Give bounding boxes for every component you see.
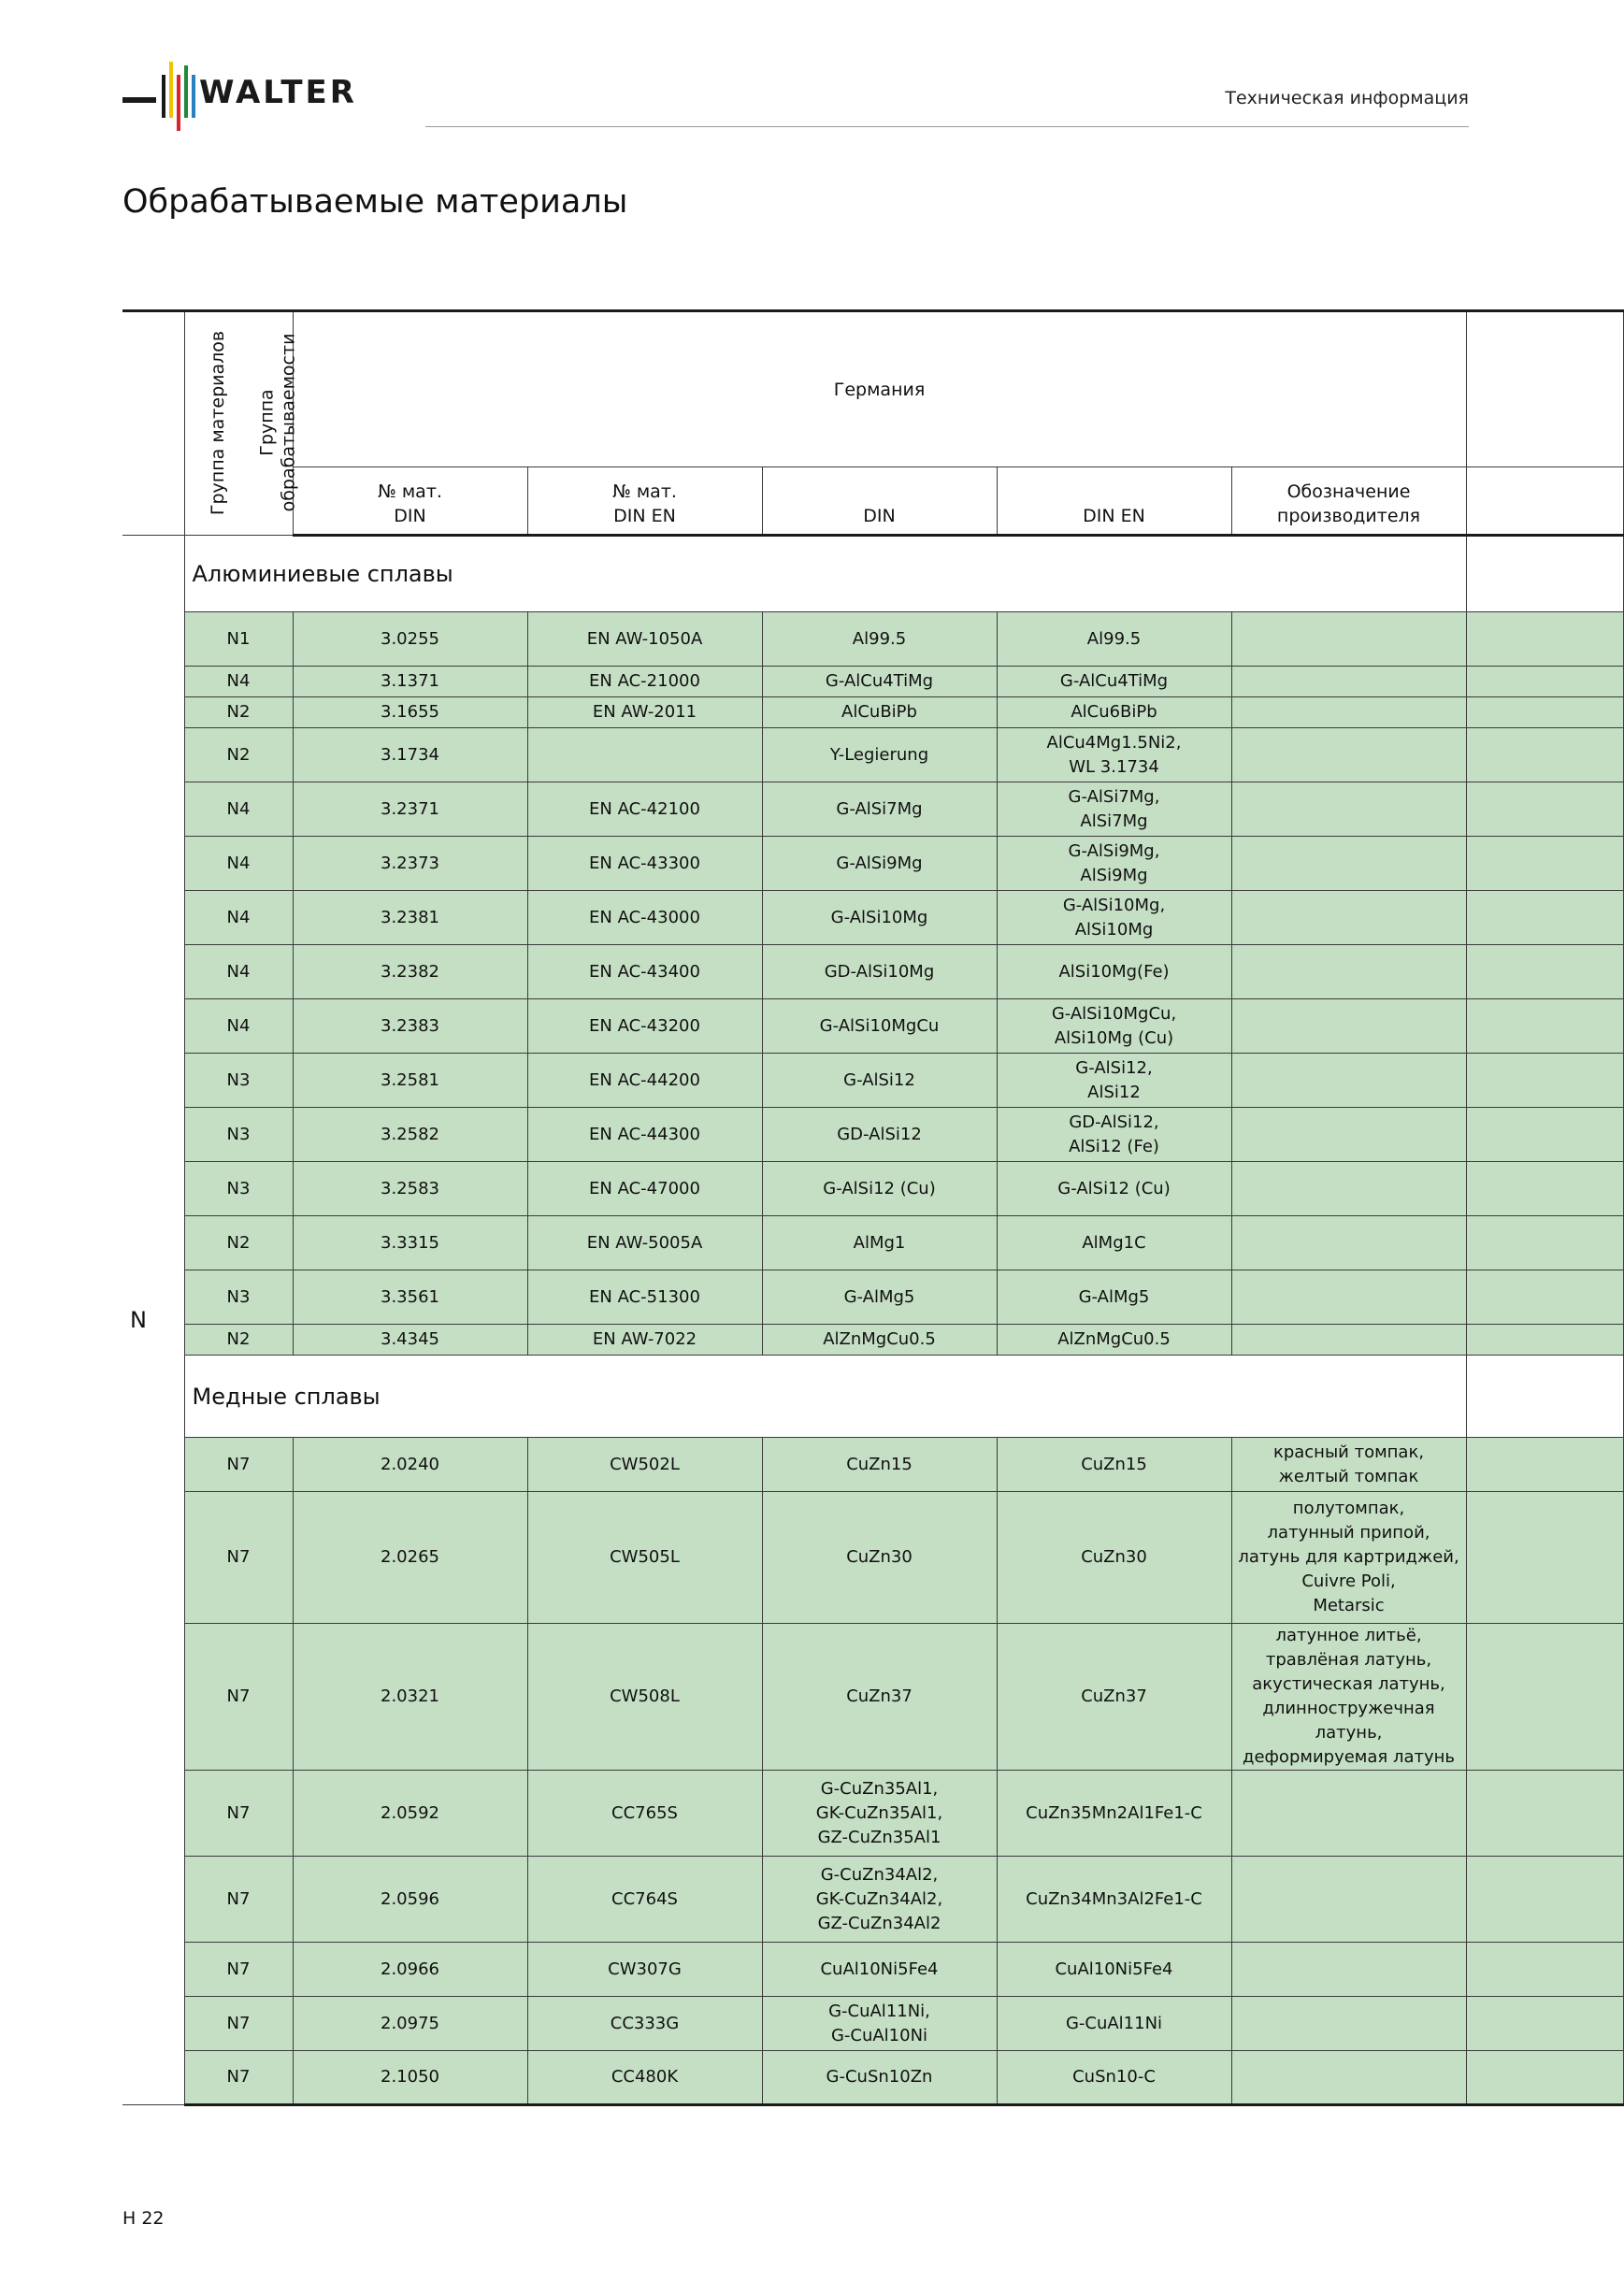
din-designation-cell: GD-AlSi12 — [762, 1108, 997, 1162]
machinability-group-cell: N1 — [184, 612, 293, 667]
machinability-group-cell: N2 — [184, 1325, 293, 1356]
section-title: Медные сплавы — [184, 1356, 1466, 1438]
din-en-material-number-cell: EN AC-44200 — [527, 1054, 762, 1108]
manufacturer-designation-cell — [1231, 612, 1466, 667]
material-group-cell: N — [122, 536, 184, 2105]
din-en-designation-cell: CuZn35Mn2Al1Fe1-C — [997, 1771, 1231, 1857]
manufacturer-designation-cell — [1231, 1270, 1466, 1325]
din-designation-cell: Al99.5 — [762, 612, 997, 667]
table-row — [122, 728, 1623, 782]
din-material-number-cell: 3.2583 — [293, 1162, 527, 1216]
din-material-number-cell: 3.3315 — [293, 1216, 527, 1270]
din-en-material-number-cell: CC764S — [527, 1857, 762, 1943]
machinability-group-cell: N7 — [184, 1943, 293, 1997]
din-en-material-number-cell: EN AC-43400 — [527, 945, 762, 999]
manufacturer-designation-cell — [1231, 667, 1466, 697]
table-row — [122, 837, 1623, 891]
table-row — [122, 1943, 1623, 1997]
machinability-group-cell: N3 — [184, 1108, 293, 1162]
col-header-machinability-group: Группа обрабатываемости — [184, 311, 293, 536]
section-title: Техническая информация — [1225, 88, 1469, 108]
din-material-number-cell: 2.0265 — [293, 1492, 527, 1624]
din-designation-cell: CuZn37 — [762, 1624, 997, 1771]
table-row — [122, 1624, 1623, 1771]
din-material-number-cell: 3.2371 — [293, 782, 527, 837]
din-en-designation-cell: AlCu4Mg1.5Ni2, WL 3.1734 — [997, 728, 1231, 782]
table-row — [122, 1492, 1623, 1624]
din-designation-cell: CuZn30 — [762, 1492, 997, 1624]
table-row — [122, 1997, 1623, 2051]
din-en-material-number-cell: EN AC-21000 — [527, 667, 762, 697]
din-en-designation-cell: G-AlSi9Mg, AlSi9Mg — [997, 837, 1231, 891]
machinability-group-cell: N3 — [184, 1054, 293, 1108]
machinability-group-cell: N4 — [184, 837, 293, 891]
machinability-group-cell: N7 — [184, 2051, 293, 2105]
table-row — [122, 1857, 1623, 1943]
machinability-group-cell: N2 — [184, 728, 293, 782]
din-en-designation-cell: CuZn34Mn3Al2Fe1-C — [997, 1857, 1231, 1943]
din-designation-cell: G-CuZn35Al1, GK-CuZn35Al1, GZ-CuZn35Al1 — [762, 1771, 997, 1857]
manufacturer-designation-cell — [1231, 837, 1466, 891]
din-en-material-number-cell: EN AW-1050A — [527, 612, 762, 667]
section-title: Алюминиевые сплавы — [184, 536, 1466, 612]
din-en-designation-cell: AlZnMgCu0.5 — [997, 1325, 1231, 1356]
din-en-designation-cell: Al99.5 — [997, 612, 1231, 667]
din-material-number-cell: 3.2582 — [293, 1108, 527, 1162]
machinability-group-cell: N4 — [184, 999, 293, 1054]
din-material-number-cell: 2.0966 — [293, 1943, 527, 1997]
manufacturer-designation-cell — [1231, 1857, 1466, 1943]
din-en-designation-cell: AlMg1C — [997, 1216, 1231, 1270]
machinability-group-cell: N7 — [184, 1857, 293, 1943]
svg-text:WALTER: WALTER — [199, 74, 357, 111]
din-material-number-cell: 3.3561 — [293, 1270, 527, 1325]
din-en-designation-cell: AlSi10Mg(Fe) — [997, 945, 1231, 999]
din-en-material-number-cell: EN AC-43200 — [527, 999, 762, 1054]
din-designation-cell: GD-AlSi10Mg — [762, 945, 997, 999]
manufacturer-designation-cell — [1231, 945, 1466, 999]
column-header-row — [122, 467, 1623, 536]
col-header-1: № мат. DIN EN — [527, 467, 762, 536]
manufacturer-designation-cell — [1231, 1771, 1466, 1857]
manufacturer-designation-cell — [1231, 728, 1466, 782]
country-header: Германия — [293, 311, 1466, 467]
din-designation-cell: AlCuBiPb — [762, 697, 997, 728]
col-header-3: DIN EN — [997, 467, 1231, 536]
section-header-row — [122, 536, 1623, 612]
manufacturer-designation-cell — [1231, 1997, 1466, 2051]
machinability-group-cell: N2 — [184, 1216, 293, 1270]
din-en-designation-cell: CuZn30 — [997, 1492, 1231, 1624]
din-en-material-number-cell: CW508L — [527, 1624, 762, 1771]
manufacturer-designation-cell — [1231, 891, 1466, 945]
din-designation-cell: G-AlSi10MgCu — [762, 999, 997, 1054]
manufacturer-designation-cell: латунное литьё, травлёная латунь, акустическая латунь, длинностружечная латунь, деформируемая латунь — [1231, 1624, 1466, 1771]
din-designation-cell: G-AlSi12 (Cu) — [762, 1162, 997, 1216]
machinability-group-cell: N7 — [184, 1438, 293, 1492]
din-en-material-number-cell: EN AC-44300 — [527, 1108, 762, 1162]
manufacturer-designation-cell — [1231, 1325, 1466, 1356]
manufacturer-designation-cell — [1231, 1162, 1466, 1216]
table-row — [122, 1108, 1623, 1162]
din-designation-cell: AlMg1 — [762, 1216, 997, 1270]
din-designation-cell: CuAl10Ni5Fe4 — [762, 1943, 997, 1997]
machinability-group-cell: N7 — [184, 1997, 293, 2051]
din-material-number-cell: 2.0596 — [293, 1857, 527, 1943]
din-designation-cell: G-AlMg5 — [762, 1270, 997, 1325]
manufacturer-designation-cell — [1231, 697, 1466, 728]
din-en-designation-cell: CuSn10-C — [997, 2051, 1231, 2105]
table-row — [122, 1054, 1623, 1108]
table-row — [122, 697, 1623, 728]
page-title: Обрабатываемые материалы — [122, 183, 628, 221]
manufacturer-designation-cell — [1231, 782, 1466, 837]
din-designation-cell: CuZn15 — [762, 1438, 997, 1492]
header-divider — [425, 126, 1469, 127]
machinability-group-cell: N3 — [184, 1270, 293, 1325]
din-designation-cell: G-AlSi12 — [762, 1054, 997, 1108]
din-material-number-cell: 2.1050 — [293, 2051, 527, 2105]
din-designation-cell: G-AlSi9Mg — [762, 837, 997, 891]
manufacturer-designation-cell — [1231, 1216, 1466, 1270]
din-material-number-cell: 3.1734 — [293, 728, 527, 782]
table-row — [122, 782, 1623, 837]
manufacturer-designation-cell — [1231, 999, 1466, 1054]
din-material-number-cell: 3.1655 — [293, 697, 527, 728]
col-header-0: № мат. DIN — [293, 467, 527, 536]
col-header-2: DIN — [762, 467, 997, 536]
table-row — [122, 1325, 1623, 1356]
col-header-4: Обозначение производителя — [1231, 467, 1466, 536]
manufacturer-designation-cell — [1231, 1054, 1466, 1108]
din-designation-cell: G-CuAl11Ni, G-CuAl10Ni — [762, 1997, 997, 2051]
page-number: H 22 — [122, 2208, 165, 2229]
din-en-material-number-cell: EN AC-43300 — [527, 837, 762, 891]
din-en-material-number-cell: CW307G — [527, 1943, 762, 1997]
table-row — [122, 999, 1623, 1054]
din-en-material-number-cell — [527, 728, 762, 782]
table-row — [122, 2051, 1623, 2105]
din-designation-cell: G-AlCu4TiMg — [762, 667, 997, 697]
din-en-material-number-cell: EN AW-2011 — [527, 697, 762, 728]
din-material-number-cell: 3.2383 — [293, 999, 527, 1054]
din-material-number-cell: 3.1371 — [293, 667, 527, 697]
table-row — [122, 1162, 1623, 1216]
table-row — [122, 1216, 1623, 1270]
din-material-number-cell: 3.2381 — [293, 891, 527, 945]
machinability-group-cell: N4 — [184, 945, 293, 999]
walter-logo — [122, 60, 403, 131]
din-en-designation-cell: CuAl10Ni5Fe4 — [997, 1943, 1231, 1997]
machinability-group-cell: N7 — [184, 1492, 293, 1624]
din-designation-cell: G-CuZn34Al2, GK-CuZn34Al2, GZ-CuZn34Al2 — [762, 1857, 997, 1943]
din-material-number-cell: 3.4345 — [293, 1325, 527, 1356]
din-en-material-number-cell: EN AW-7022 — [527, 1325, 762, 1356]
table-row — [122, 612, 1623, 667]
din-en-material-number-cell: EN AC-43000 — [527, 891, 762, 945]
manufacturer-designation-cell: красный томпак, желтый томпак — [1231, 1438, 1466, 1492]
manufacturer-designation-cell — [1231, 2051, 1466, 2105]
table-row — [122, 1438, 1623, 1492]
din-designation-cell: AlZnMgCu0.5 — [762, 1325, 997, 1356]
table-row — [122, 945, 1623, 999]
manufacturer-designation-cell: полутомпак, латунный припой, латунь для картриджей, Cuivre Poli, Metarsic — [1231, 1492, 1466, 1624]
table-row — [122, 1270, 1623, 1325]
din-en-designation-cell: CuZn37 — [997, 1624, 1231, 1771]
din-en-designation-cell: GD-AlSi12, AlSi12 (Fe) — [997, 1108, 1231, 1162]
din-designation-cell: G-AlSi7Mg — [762, 782, 997, 837]
din-en-material-number-cell: CW502L — [527, 1438, 762, 1492]
din-designation-cell: Y-Legierung — [762, 728, 997, 782]
table-row — [122, 891, 1623, 945]
din-en-material-number-cell: EN AC-42100 — [527, 782, 762, 837]
din-en-designation-cell: G-AlMg5 — [997, 1270, 1231, 1325]
machinability-group-cell: N2 — [184, 697, 293, 728]
din-en-designation-cell: G-AlSi10Mg, AlSi10Mg — [997, 891, 1231, 945]
din-en-designation-cell: G-AlSi10MgCu, AlSi10Mg (Cu) — [997, 999, 1231, 1054]
din-material-number-cell: 3.0255 — [293, 612, 527, 667]
din-en-designation-cell: G-AlSi12 (Cu) — [997, 1162, 1231, 1216]
din-en-material-number-cell: CC765S — [527, 1771, 762, 1857]
section-header-row — [122, 1356, 1623, 1438]
din-en-material-number-cell: CW505L — [527, 1492, 762, 1624]
din-material-number-cell: 2.0321 — [293, 1624, 527, 1771]
din-material-number-cell: 2.0240 — [293, 1438, 527, 1492]
manufacturer-designation-cell — [1231, 1108, 1466, 1162]
din-material-number-cell: 3.2382 — [293, 945, 527, 999]
machinability-group-cell: N7 — [184, 1624, 293, 1771]
din-en-material-number-cell: EN AC-51300 — [527, 1270, 762, 1325]
materials-table — [122, 309, 1624, 2106]
machinability-group-cell: N4 — [184, 891, 293, 945]
din-en-material-number-cell: CC480K — [527, 2051, 762, 2105]
din-en-material-number-cell: EN AW-5005A — [527, 1216, 762, 1270]
table-row — [122, 1771, 1623, 1857]
din-en-designation-cell: AlCu6BiPb — [997, 697, 1231, 728]
din-en-designation-cell: G-CuAl11Ni — [997, 1997, 1231, 2051]
din-en-designation-cell: CuZn15 — [997, 1438, 1231, 1492]
machinability-group-cell: N7 — [184, 1771, 293, 1857]
din-en-designation-cell: G-AlSi12, AlSi12 — [997, 1054, 1231, 1108]
din-material-number-cell: 2.0975 — [293, 1997, 527, 2051]
din-en-designation-cell: G-AlCu4TiMg — [997, 667, 1231, 697]
col-header-material-group: Группа материалов — [122, 311, 184, 536]
din-en-designation-cell: G-AlSi7Mg, AlSi7Mg — [997, 782, 1231, 837]
din-material-number-cell: 2.0592 — [293, 1771, 527, 1857]
machinability-group-cell: N4 — [184, 667, 293, 697]
machinability-group-cell: N3 — [184, 1162, 293, 1216]
materials-table-body — [122, 536, 1623, 2105]
din-en-material-number-cell: EN AC-47000 — [527, 1162, 762, 1216]
din-designation-cell: G-CuSn10Zn — [762, 2051, 997, 2105]
din-en-material-number-cell: CC333G — [527, 1997, 762, 2051]
din-designation-cell: G-AlSi10Mg — [762, 891, 997, 945]
table-row — [122, 667, 1623, 697]
din-material-number-cell: 3.2581 — [293, 1054, 527, 1108]
din-material-number-cell: 3.2373 — [293, 837, 527, 891]
machinability-group-cell: N4 — [184, 782, 293, 837]
manufacturer-designation-cell — [1231, 1943, 1466, 1997]
